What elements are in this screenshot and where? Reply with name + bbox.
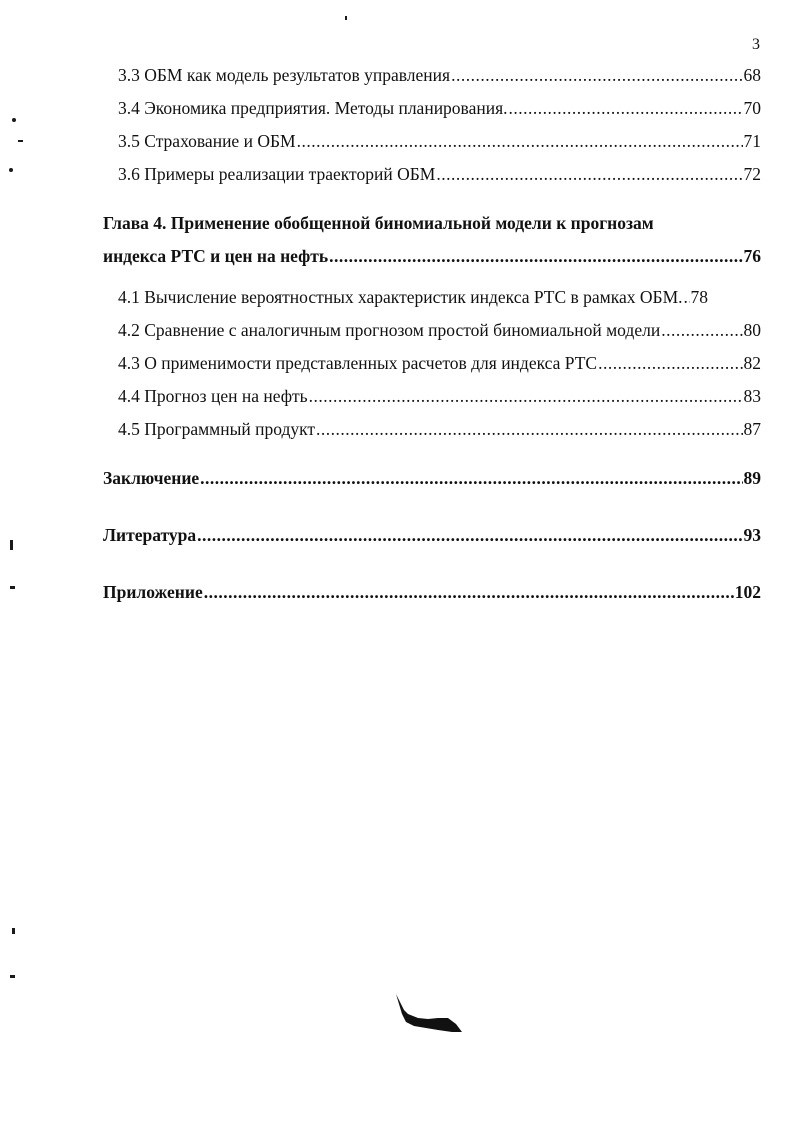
toc-entry-page: 87	[743, 419, 761, 439]
toc-entry-4-1[interactable]	[118, 286, 761, 308]
toc-entry-4-5[interactable]	[118, 418, 761, 440]
toc-entry-3-6[interactable]	[118, 163, 761, 185]
toc-entry-page: 89	[743, 468, 761, 488]
chapter-4-title-line1: Глава 4. Применение обобщенной биномиальной модели к прогнозам	[103, 213, 654, 233]
toc-entry-label: 3.6 Примеры реализации траекторий ОБМ	[118, 164, 436, 184]
toc-entry-label: 4.2 Сравнение с аналогичным прогнозом простой биномиальной модели	[118, 320, 661, 340]
scan-speck	[12, 118, 16, 122]
toc-entry-label: Заключение	[103, 468, 200, 488]
toc-entry-page: 76	[743, 246, 761, 266]
dot-leader	[204, 581, 734, 603]
dot-leader	[598, 352, 742, 374]
dot-leader	[436, 163, 742, 185]
toc-entry-label: 3.3 ОБМ как модель результатов управления	[118, 65, 451, 85]
page-number: 3	[752, 36, 760, 53]
scan-speck	[9, 168, 13, 172]
dot-leader	[451, 64, 742, 86]
dot-leader	[197, 524, 742, 546]
toc-entry-page: 72	[743, 164, 761, 184]
toc-entry-3-3[interactable]	[118, 64, 761, 86]
toc-entry-label: Приложение	[103, 582, 203, 602]
toc-entry-page: 68	[743, 65, 761, 85]
toc-entry-label: Литература	[103, 525, 197, 545]
scan-speck	[10, 540, 13, 550]
toc-entry-label: 4.5 Программный продукт	[118, 419, 316, 439]
dot-leader	[316, 418, 742, 440]
scan-speck	[10, 586, 15, 589]
toc-entry-page: 83	[743, 386, 761, 406]
toc-entry-page: 70	[743, 98, 761, 118]
scan-speck	[18, 140, 23, 142]
toc-entry-3-5[interactable]	[118, 130, 761, 152]
toc-entry-label: 3.4 Экономика предприятия. Методы планирования.	[118, 98, 508, 118]
toc-entry-chapter-4[interactable]	[103, 245, 761, 267]
toc-entry-label: 3.5 Страхование и ОБМ	[118, 131, 296, 151]
scan-speck	[345, 16, 347, 20]
dot-leader	[509, 97, 743, 119]
toc-entry-label: 4.4 Прогноз цен на нефть	[118, 386, 308, 406]
toc-entry-page: 82	[743, 353, 761, 373]
toc-entry-4-2[interactable]	[118, 319, 761, 341]
scan-speck	[10, 975, 15, 978]
toc-entry-page: 80	[743, 320, 761, 340]
dot-leader	[661, 319, 742, 341]
toc-entry-page: 78	[690, 287, 709, 307]
dot-leader	[297, 130, 743, 152]
toc-entry-page: 102	[734, 582, 761, 602]
toc-entry-4-3[interactable]	[118, 352, 761, 374]
toc-entry-page: 93	[743, 525, 761, 545]
scan-speck	[12, 928, 15, 934]
dot-leader	[684, 286, 690, 308]
toc-entry-appendix[interactable]	[103, 581, 761, 603]
scan-blot	[392, 992, 468, 1036]
dot-leader	[200, 467, 742, 489]
dot-leader	[329, 245, 742, 267]
toc-entry-label: 4.1 Вычисление вероятностных характеристик индекса РТС в рамках ОБМ.	[118, 287, 683, 307]
toc-entry-page: 71	[743, 131, 761, 151]
dot-leader	[309, 385, 743, 407]
toc-entry-4-4[interactable]	[118, 385, 761, 407]
toc-entry-conclusion[interactable]	[103, 467, 761, 489]
toc-entry-3-4[interactable]	[118, 97, 761, 119]
toc-entry-label: индекса РТС и цен на нефть	[103, 246, 329, 266]
toc-entry-literature[interactable]	[103, 524, 761, 546]
toc-entry-label: 4.3 О применимости представленных расчетов для индекса РТС	[118, 353, 598, 373]
